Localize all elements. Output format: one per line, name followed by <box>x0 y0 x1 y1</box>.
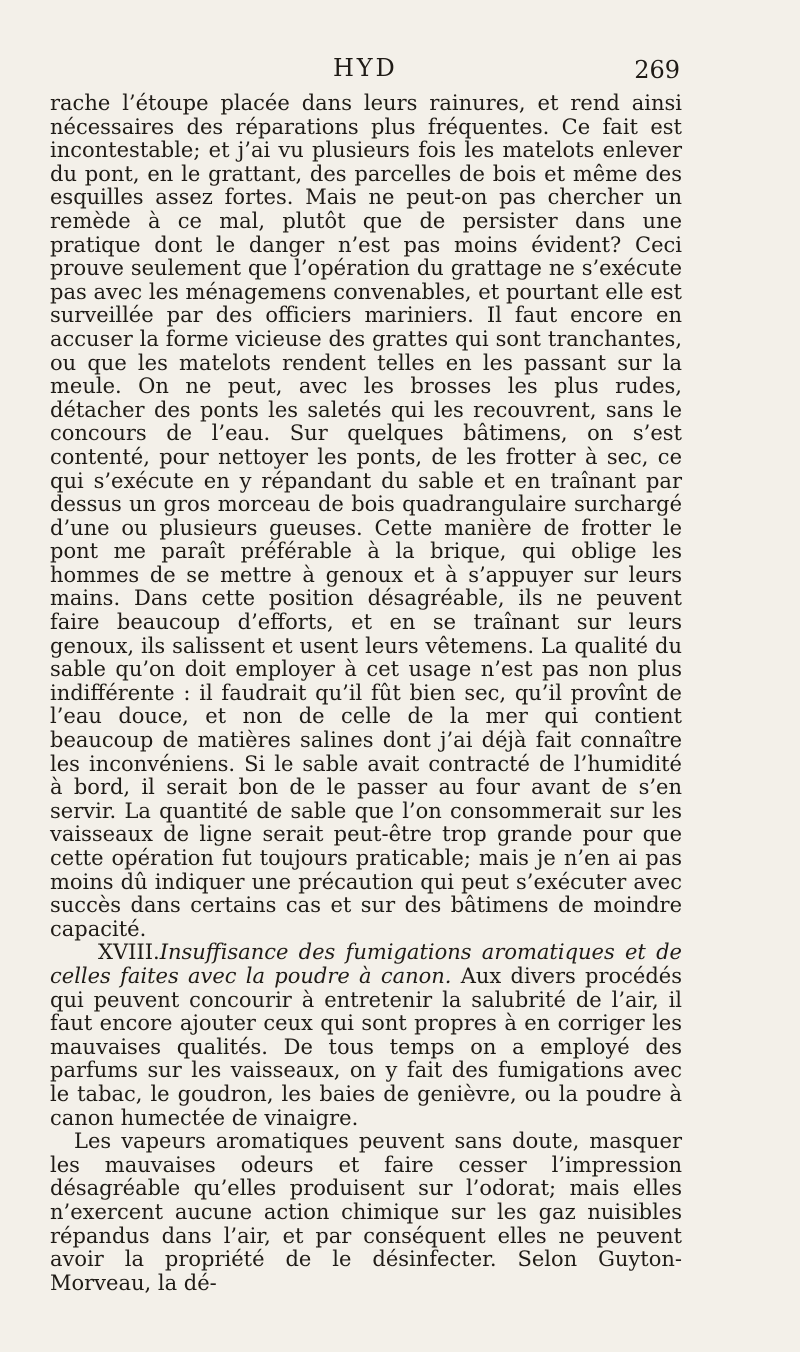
page-number: 269 <box>634 56 680 84</box>
body-text <box>50 92 682 1295</box>
paragraph-3: Les vapeurs aromatiques peuvent sans doute, masquer les mauvaises odeurs et faire cesser l’impression désagréable qu’elles produisent sur l’odorat; mais elles n’exercent aucune action chimique sur les gaz nuisibles répandus dans l’air, et par conséquent elles ne peuvent avoir la propriété de le désinfecter. Selon Guyton-Morveau, la dé- <box>50 1129 682 1295</box>
paragraph-1: rache l’étoupe placée dans leurs rainures, et rend ainsi nécessaires des réparations plus fréquentes. Ce fait est incontestable; et j’ai vu plusieurs fois les matelots enlever du pont, en le grattant, des parcelles de bois et même des esquilles assez fortes. Mais ne peut-on pas chercher un remède à ce mal, plutôt que de persister dans une pratique dont le danger n’est pas moins évident? Ceci prouve seulement que l’opération du grattage ne s’exécute pas avec les ménagemens convenables, et pourtant elle est surveillée par des officiers mariniers. Il faut encore en accuser la forme vicieuse des grattes qui sont tranchantes, ou que les matelots rendent telles en les passant sur la meule. On ne peut, avec les brosses les plus rudes, détacher des ponts les saletés qui les recouvrent, sans le concours de l’eau. Sur quelques bâtimens, on s’est contenté, pour nettoyer les ponts, de les frotter à sec, ce qui s’exécute en y répandant du sable et en traînant par dessus un gros morceau de bois quadrangulaire surchargé d’une ou plusieurs gueuses. Cette manière de frotter le pont me paraît préférable à la brique, qui oblige les hommes de se mettre à genoux et à s’appuyer sur leurs mains. Dans cette position désagréable, ils ne peuvent faire beaucoup d’efforts, et en se traînant sur leurs genoux, ils salissent et usent leurs vêtemens. La qualité du sable qu’on doit employer à cet usage n’est pas non plus indifférente : il faudrait qu’il fût bien sec, qu’il provînt de l’eau douce, et non de celle de la mer qui contient beaucoup de matières salines dont j’ai déjà fait connaître les inconvéniens. Si le sable avait contracté de l’humidité à bord, il serait bon de le passer au four avant de s’en servir. La quantité de sable que l’on consommerait sur les vaisseaux de ligne serait peut-être trop grande pour que cette opération fut toujours praticable; mais je n’en ai pas moins dû indiquer une précaution qui peut s’exécuter avec succès dans certains cas et sur des bâtimens de moindre capacité. <box>50 91 682 941</box>
paragraph-2 <box>50 941 682 1130</box>
section-heading: Insuffisance des fumigations aromatiques et de celles faites avec la poudre à canon. <box>50 940 682 988</box>
running-title: HYD <box>333 54 398 82</box>
section-text: Aux divers procédés qui peuvent concourir à entretenir la salubrité de l’air, il faut encore ajouter ceux qui sont propres à en corriger les mauvaises qualités. De tous temps on a employé des parfums sur les vaisseaux, on y fait des fumigations avec le tabac, le goudron, les baies de genièvre, ou la poudre à canon humectée de vinaigre. <box>50 963 682 1130</box>
running-header <box>50 54 682 92</box>
section-number: XVIII. <box>98 940 160 965</box>
